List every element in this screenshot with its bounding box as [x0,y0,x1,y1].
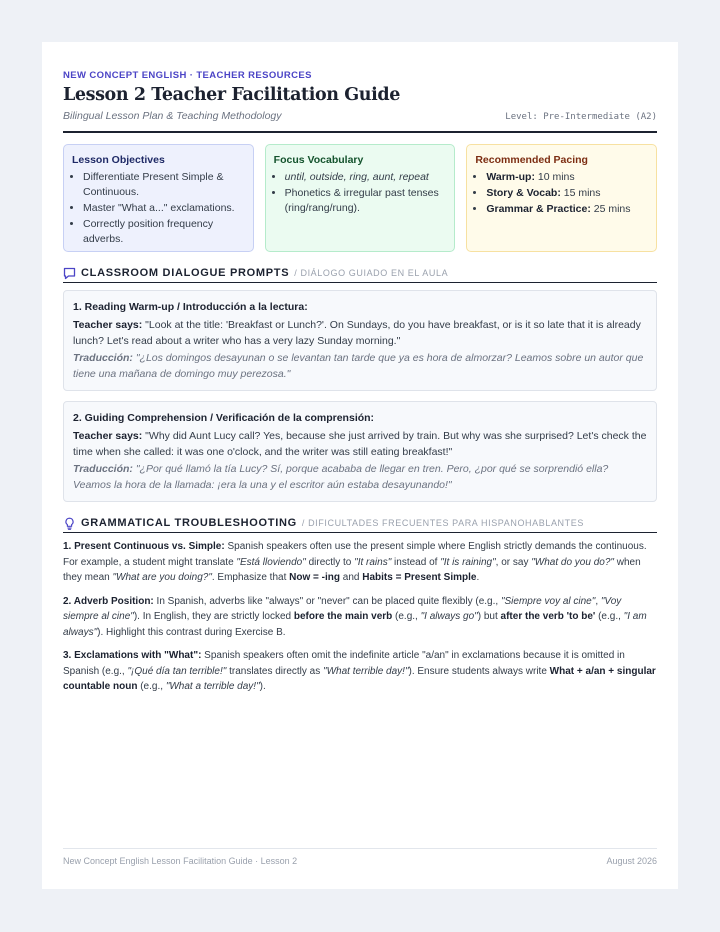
vocabulary-item: • Phonetics & irregular past tenses (ring/rang/rung). [285,186,447,216]
footer-title: New Concept English Lesson Facilitation Guide · Lesson 2 [63,856,298,866]
grammar-point-title: 3. Exclamations with "What": [63,650,202,661]
grammar-point [63,539,657,586]
pacing-label: Story & Vocab: [486,187,561,199]
grammar-example: "Siempre voy al cine" [500,595,596,607]
header-divider [63,131,657,133]
grammar-emphasis: after the verb 'to be' [500,611,596,622]
grammar-text: when they mean [63,556,641,583]
pacing-label: Warm-up: [486,171,535,183]
pacing-value: 15 mins [560,187,601,199]
vocabulary-title: Focus Vocabulary [273,154,364,166]
pacing-item [486,202,648,217]
objectives-list [72,170,245,247]
translation-line [73,350,647,383]
dialogue-subheading: / DIÁLOGO GUIADO EN EL AULA [294,268,449,278]
chat-bubble-icon [63,267,76,280]
translation-label: Traducción: [73,351,133,364]
footer-date: August 2026 [606,856,657,866]
grammar-example: "What do you do?" [531,556,614,568]
pacing-label: Grammar & Practice: [486,203,591,215]
grammar-text: ). Highlight this contrast during Exercise B. [97,626,286,638]
grammar-example: "Voy siempre al cine" [63,595,622,622]
objective-item: • Differentiate Present Simple & Continuous. [83,170,245,200]
grammar-emphasis: What + a/an + singular countable noun [63,665,656,692]
translation-line [73,461,647,494]
grammar-point-title: 1. Present Continuous vs. Simple: [63,541,225,552]
vocabulary-card [265,144,456,252]
summary-cards [63,144,657,252]
vocabulary-list [274,170,447,216]
grammar-example: "It rains" [354,556,392,568]
grammar-text: Spanish speakers often use the present simple where English strictly demands the continuous. For example, a student might translate [63,541,647,568]
grammar-example: "Está lloviendo" [236,556,306,568]
lightbulb-icon [63,517,76,530]
dialogue-section-header [63,265,657,281]
page-title: Lesson 2 Teacher Facilitation Guide [63,85,400,105]
grammar-text: ). In English, they are strictly locked [133,611,294,622]
objectives-title: Lesson Objectives [72,154,165,166]
grammar-text: . Emphasize that [211,572,290,583]
prompt-title: 2. Guiding Comprehension / Verificación de la comprensión: [73,412,375,424]
dialogue-divider [63,282,657,283]
grammar-example: "It is raining" [440,556,496,568]
grammar-text: , [595,595,601,607]
objectives-card [63,144,254,252]
grammar-emphasis: Habits = Present Simple [362,572,477,583]
grammar-text: Spanish speakers often omit the indefinite article "a/an" in exclamations because it is omitted in Spanish (e.g., [63,650,625,677]
pacing-item [486,170,648,185]
pacing-item [486,186,648,201]
level-label: Level: Pre-Intermediate (A2) [505,112,657,122]
grammar-text: ). Ensure students always write [408,665,550,677]
grammar-example: "¡Qué día tan terrible!" [127,665,227,677]
grammar-text: , or say [495,556,532,568]
pacing-value: 25 mins [590,203,631,215]
grammar-text: In Spanish, adverbs like "always" or "never" can be placed quite flexibly (e.g., [153,595,501,607]
grammar-point [63,594,657,641]
teacher-label: Teacher says: [73,429,143,442]
translation-label: Traducción: [73,462,133,475]
vocabulary-item: • until, outside, ring, aunt, repeat [285,170,447,185]
grammar-example: "I always go" [420,611,478,622]
dialogue-heading: CLASSROOM DIALOGUE PROMPTS [81,267,290,279]
page-subtitle: Bilingual Lesson Plan & Teaching Methodology [63,110,282,122]
teacher-line [73,317,647,350]
grammar-example: "What a terrible day!" [165,681,260,692]
pacing-card [466,144,657,252]
grammar-notes [63,539,657,703]
grammar-text: . [476,572,480,583]
grammar-text: (e.g., [595,611,624,622]
grammar-text: (e.g., [392,611,421,622]
grammar-emphasis: Now = -ing [289,572,340,583]
grammar-text: and [339,572,363,583]
teacher-label: Teacher says: [73,318,143,331]
grammar-point-title: 2. Adverb Position: [63,595,154,607]
pacing-title: Recommended Pacing [475,154,588,166]
grammar-subheading: / DIFICULTADES FRECUENTES PARA HISPANOHABLANTES [301,518,584,528]
grammar-example: "I am always" [63,611,647,638]
dialogue-prompt-card [63,401,657,502]
teacher-line [73,428,647,461]
grammar-heading: GRAMMATICAL TROUBLESHOOTING [81,517,297,529]
pacing-list [475,170,648,217]
grammar-text: ). [259,681,266,692]
objective-item: • Correctly position frequency adverbs. [83,217,245,247]
pacing-value: 10 mins [534,171,575,183]
grammar-example: "What are you doing?" [112,572,212,583]
prompt-title: 1. Reading Warm-up / Introducción a la lectura: [73,301,308,313]
objective-item: • Master "What a..." exclamations. [83,201,245,216]
grammar-text: (e.g., [137,681,166,692]
grammar-text: translates directly as [226,665,324,677]
grammar-point [63,648,657,695]
grammar-text: instead of [391,556,441,568]
translation-text: "¿Por qué llamó la tía Lucy? Sí, porque acababa de llegar en tren. Pero, ¿por qué se sorprendió ella? Veamos la hora de la llamada: ¡era la una y el escritor aún estaba desayunando!" [73,462,609,491]
grammar-example: "What terrible day!" [323,665,409,677]
footer-divider [63,848,657,849]
document-page [42,42,678,889]
grammar-text: ) but [477,611,501,622]
header-kicker: NEW CONCEPT ENGLISH · TEACHER RESOURCES [63,70,312,81]
teacher-text: "Look at the title: 'Breakfast or Lunch?'. On Sundays, do you have breakfast, or is it so late that it is already lunch? Let's read about a writer who has a very lazy Sunday morning." [73,318,641,347]
grammar-section-header [63,515,657,531]
grammar-text: directly to [305,556,355,568]
grammar-divider [63,532,657,533]
dialogue-prompt-card [63,290,657,391]
grammar-emphasis: before the main verb [293,611,393,622]
teacher-text: "Why did Aunt Lucy call? Yes, because she just arrived by train. But why was she surprised? Let's check the time when she called: it was one o'clock, and the writer was still eating breakfast!" [73,429,647,458]
translation-text: "¿Los domingos desayunan o se levantan tan tarde que ya es hora de almorzar? Leamos sobre un autor que tiene una mañana de domingo muy perezosa." [73,351,644,380]
